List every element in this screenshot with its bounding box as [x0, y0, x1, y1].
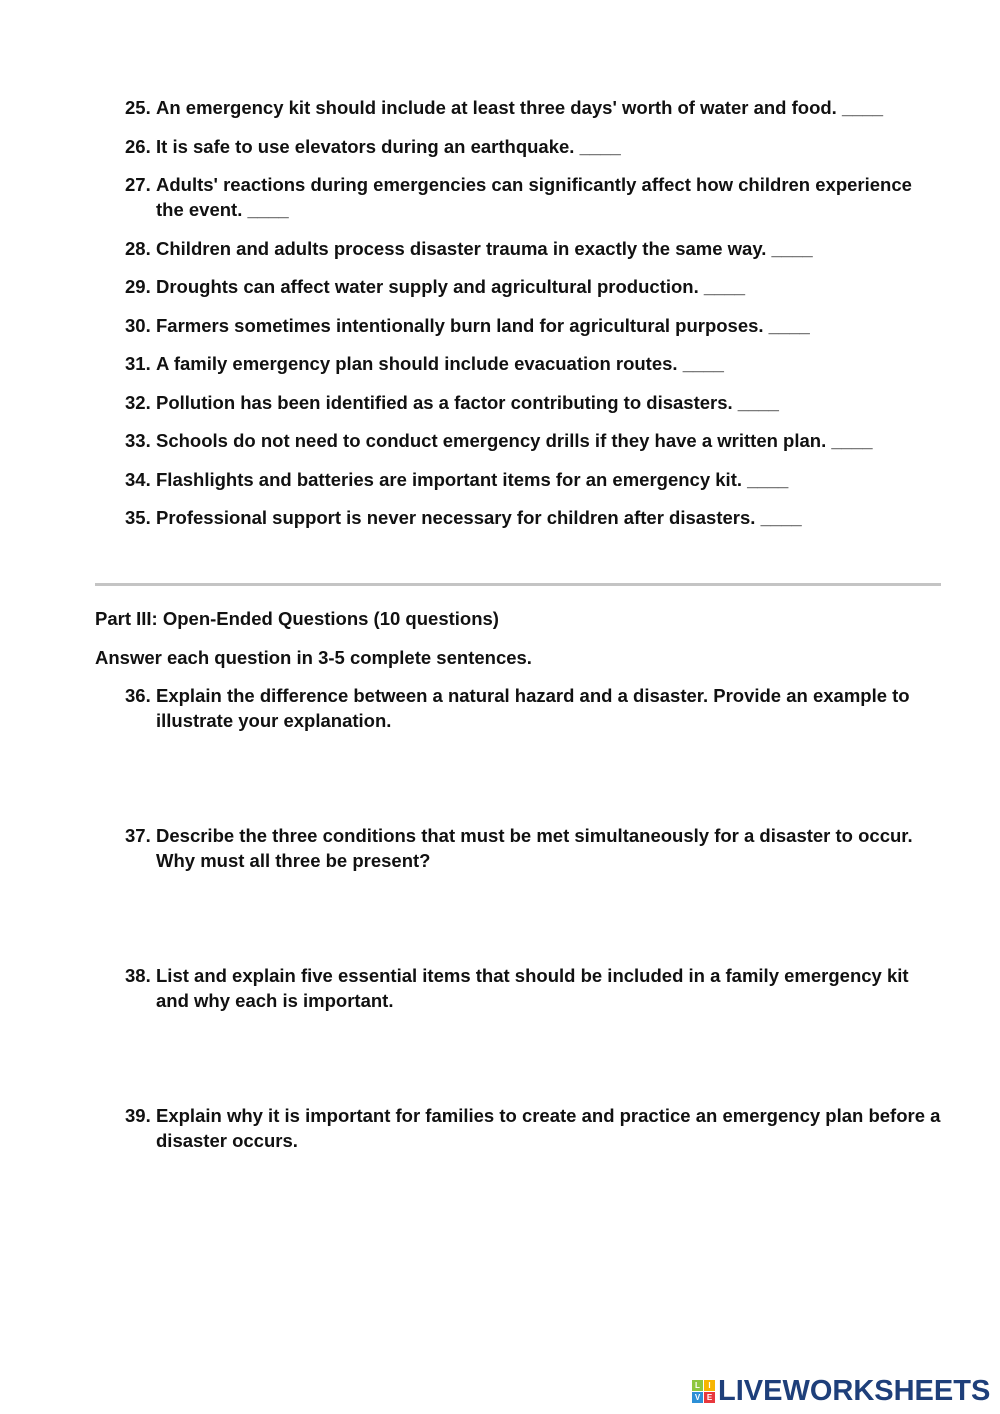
item-number: 29. [125, 276, 151, 297]
item-text: Adults' reactions during emergencies can significantly affect how children experience the event. ____ [156, 174, 912, 220]
item-text: It is safe to use elevators during an earthquake. ____ [156, 135, 621, 157]
item-text: A family emergency plan should include evacuation routes. ____ [156, 353, 724, 374]
question-text: Describe the three conditions that must be met simultaneously for a disaster to occur. Why must all three be present? [156, 825, 913, 871]
question-number: 37. [125, 825, 151, 846]
logo-tile: V [692, 1392, 703, 1403]
item-number: 26. [125, 135, 151, 157]
list-item [125, 313, 941, 338]
part3-title: Part III: Open-Ended Questions (10 questions) [95, 608, 499, 629]
true-false-list [125, 95, 941, 544]
item-number: 25. [125, 97, 151, 118]
section-divider [95, 583, 941, 586]
item-text: Droughts can affect water supply and agricultural production. ____ [156, 276, 746, 297]
item-number: 27. [125, 174, 151, 195]
logo-tile: I [704, 1380, 715, 1391]
list-item [125, 172, 941, 222]
list-item [125, 274, 941, 299]
logo-text: LIVEWORKSHEETS [718, 1375, 991, 1407]
item-text: An emergency kit should include at least three days' worth of water and food. ____ [156, 97, 884, 118]
item-number: 32. [125, 391, 151, 413]
question-number: 38. [125, 965, 151, 986]
question-text: Explain the difference between a natural hazard and a disaster. Provide an example to illustrate your explanation. [156, 685, 910, 731]
question-number: 36. [125, 685, 151, 706]
question-text: List and explain five essential items that should be included in a family emergency kit and why each is important. [156, 965, 909, 1011]
question-number: 39. [125, 1105, 151, 1126]
list-item [125, 236, 941, 261]
item-number: 31. [125, 353, 151, 374]
part3-instructions: Answer each question in 3-5 complete sentences. [95, 647, 532, 668]
list-item [125, 134, 941, 159]
item-number: 30. [125, 314, 151, 336]
item-number: 28. [125, 237, 151, 259]
question-item [125, 823, 941, 963]
question-item [125, 963, 941, 1103]
item-text: Farmers sometimes intentionally burn land for agricultural purposes. ____ [156, 314, 810, 336]
liveworksheets-logo [692, 1375, 990, 1408]
list-item [125, 467, 941, 492]
logo-tiles-icon [692, 1380, 715, 1403]
list-item [125, 428, 941, 453]
item-text: Flashlights and batteries are important items for an emergency kit. ____ [156, 468, 789, 490]
logo-tile: L [692, 1380, 703, 1391]
question-item [125, 1103, 941, 1243]
item-number: 33. [125, 430, 151, 451]
question-item [125, 683, 941, 823]
list-item [125, 505, 941, 530]
item-text: Professional support is never necessary for children after disasters. ____ [156, 507, 802, 528]
item-text: Schools do not need to conduct emergency drills if they have a written plan. ____ [156, 430, 873, 451]
logo-tile: E [704, 1392, 715, 1403]
list-item [125, 95, 941, 120]
list-item [125, 351, 941, 376]
list-item [125, 390, 941, 415]
item-number: 34. [125, 468, 151, 490]
question-text: Explain why it is important for families to create and practice an emergency plan before a disaster occurs. [156, 1105, 941, 1151]
open-ended-list [125, 683, 941, 1243]
item-text: Pollution has been identified as a factor contributing to disasters. ____ [156, 391, 779, 413]
item-number: 35. [125, 507, 151, 528]
item-text: Children and adults process disaster trauma in exactly the same way. ____ [156, 237, 813, 259]
